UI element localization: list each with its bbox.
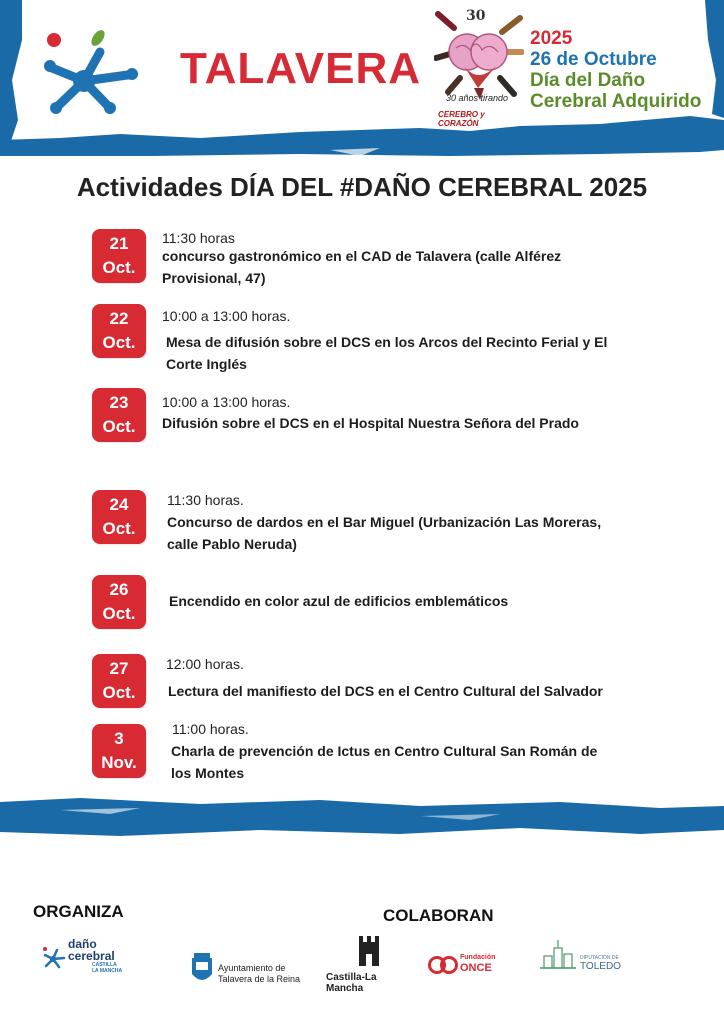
date-badge	[92, 575, 146, 629]
activity-time: 11:30 horas.	[167, 492, 244, 508]
anniversary-logo	[434, 8, 524, 126]
date-badge	[92, 388, 146, 442]
collaborator-name-1: Ayuntamiento de	[218, 963, 286, 973]
activity-time: 11:30 horas	[162, 230, 235, 246]
activity-desc: Mesa de difusión sobre el DCS en los Arcos del Recinto Ferial y El	[166, 334, 608, 350]
jccm-logo	[326, 932, 412, 994]
date-badge	[92, 724, 146, 778]
colaboran-label: COLABORAN	[383, 906, 494, 925]
once-rings-icon	[428, 955, 458, 975]
activity-time: 12:00 horas.	[166, 656, 244, 672]
badge-month: Oct.	[102, 258, 136, 277]
organizer-name-2: cerebral	[68, 949, 115, 963]
activity-desc: los Montes	[171, 765, 245, 781]
ayuntamiento-logo	[190, 952, 320, 988]
organizer-name-1: daño	[68, 937, 97, 951]
badge-day: 23	[109, 393, 129, 412]
anniversary-number: 30	[466, 8, 486, 24]
activity-time: 11:00 horas.	[172, 721, 249, 737]
toledo-skyline-icon	[538, 938, 578, 974]
fundacion-once-logo	[428, 952, 508, 976]
activity-desc: Encendido en color azul de edificios emblemáticos	[169, 593, 509, 609]
city-title: TALAVERA	[180, 44, 422, 93]
collaborator-name-1: Fundación	[460, 954, 496, 961]
organizer-logo	[42, 938, 132, 978]
badge-month: Nov.	[101, 753, 137, 772]
badge-month: Oct.	[102, 604, 136, 623]
activity-desc: Provisional, 47)	[162, 270, 266, 286]
date-badge	[92, 304, 146, 358]
dano-cerebral-logo-icon	[38, 26, 158, 126]
collaborator-name-2: ONCE	[460, 962, 492, 974]
badge-day: 3	[114, 729, 124, 748]
badge-day: 24	[109, 495, 129, 514]
event-name-line2: Cerebral Adquirido	[530, 91, 702, 112]
castle-icon	[356, 932, 382, 968]
date-badge	[92, 229, 146, 283]
activity-time: 10:00 a 13:00 horas.	[162, 308, 291, 324]
badge-day: 22	[109, 309, 129, 328]
activity-desc: Concurso de dardos en el Bar Miguel (Urbanización Las Moreras,	[167, 514, 602, 530]
badge-month: Oct.	[102, 683, 136, 702]
activity-desc: calle Pablo Neruda)	[167, 536, 297, 552]
collaborator-name-2: TOLEDO	[580, 961, 621, 972]
organizer-region-2: LA MANCHA	[92, 968, 123, 974]
badge-day: 27	[109, 659, 129, 678]
coat-of-arms-icon	[190, 952, 214, 986]
date-badge	[92, 490, 146, 544]
collaborator-name-1: DIPUTACIÓN DE	[580, 955, 619, 961]
event-date-block	[530, 28, 701, 112]
organizer-region-1: CASTILLA	[92, 962, 117, 968]
footer-brush-band	[0, 796, 724, 840]
organizer-mark-icon	[42, 946, 66, 970]
badge-month: Oct.	[102, 417, 136, 436]
badge-day: 26	[109, 580, 129, 599]
anniversary-text: 30 años tirando	[446, 93, 509, 103]
badge-day: 21	[109, 234, 129, 253]
activity-desc: Difusión sobre el DCS en el Hospital Nuestra Señora del Prado	[162, 415, 579, 431]
brain-heart-icon	[434, 8, 524, 126]
page-title: Actividades DÍA DEL #DAÑO CEREBRAL 2025	[76, 172, 648, 202]
badge-month: Oct.	[102, 519, 136, 538]
activity-desc: concurso gastronómico en el CAD de Talavera (calle Alférez	[162, 248, 562, 264]
event-date: 26 de Octubre	[530, 49, 657, 70]
anniversary-slogan: CEREBRO y CORAZÓN	[438, 110, 485, 128]
event-name-line1: Día del Daño	[530, 70, 646, 91]
activity-desc: Corte Inglés	[166, 356, 247, 372]
activity-desc: Charla de prevención de Ictus en Centro Cultural San Román de	[171, 743, 598, 759]
event-year: 2025	[530, 28, 573, 49]
collaborator-name-1: Castilla-La Mancha	[326, 972, 377, 994]
badge-month: Oct.	[102, 333, 136, 352]
activity-desc: Lectura del manifiesto del DCS en el Centro Cultural del Salvador	[168, 683, 603, 699]
diputacion-toledo-logo	[538, 936, 634, 978]
activity-time: 10:00 a 13:00 horas.	[162, 394, 291, 410]
date-badge	[92, 654, 146, 708]
organiza-label: ORGANIZA	[33, 902, 124, 921]
collaborator-name-2: Talavera de la Reina	[218, 974, 301, 984]
